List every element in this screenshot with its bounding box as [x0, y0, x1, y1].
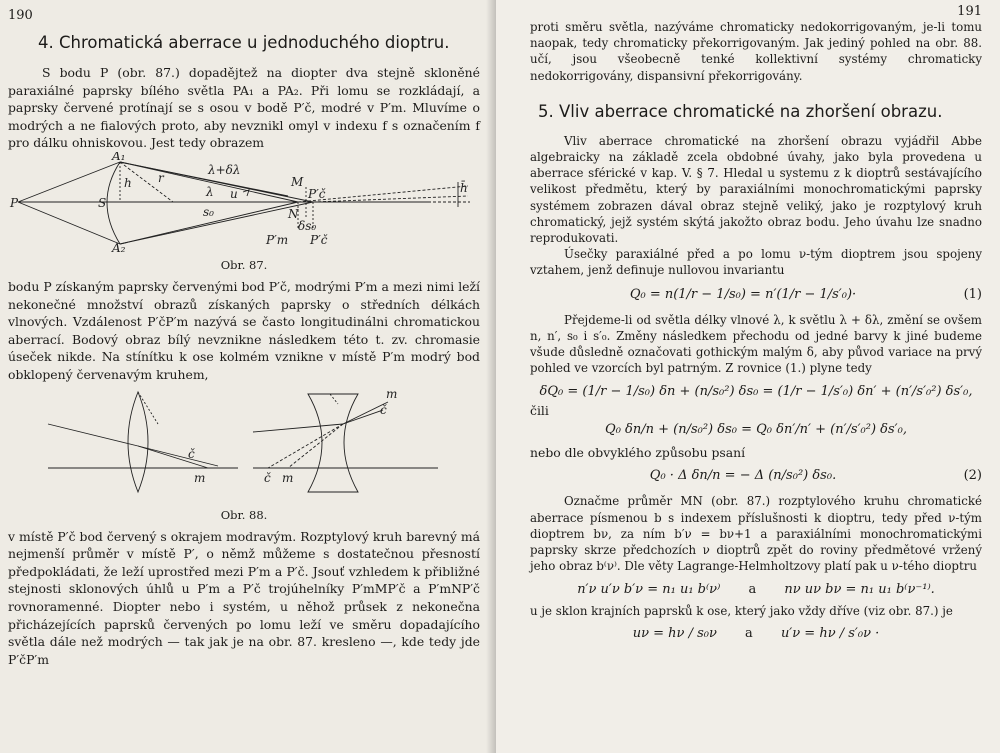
label-lambda: λ [206, 184, 214, 199]
equation-6b: u′ν = hν / s′₀ν · [780, 625, 880, 641]
paragraph: Označme průměr MN (obr. 87.) rozptylového kruhu chromatické aberrace písmenou b s indexem příslušnosti k dioptru, tedy před ν-tým dioptrem bν, za ním b′ν = bν+1 a paraxiálními monochromatickými paprsky skrze předchozích ν dioptrů zpět do roviny předmětové vržený jeho obraz b⁽ν⁾. Dle věty Lagrange-Helmholtzovy platí pak u ν-tého dioptru [530, 494, 982, 574]
equation-1-body: Q₀ = n(1/r − 1/s₀) = n′(1/r − 1/s′₀)· [629, 286, 857, 302]
section-heading-5: 5. Vliv aberrace chromatické na zhoršení obrazu. [538, 101, 943, 121]
equation-2 [530, 384, 982, 399]
label-ds0: δs₀ [298, 218, 317, 233]
figure-88 [8, 384, 480, 522]
paragraph: Vliv aberrace chromatické na zhoršení obrazu vyjádřil Abbe algebraicky na základě zcela obdobné úvahy, jako byla provedena u aberrace sférické v kap. V. § 7. Hledal u systemu z k dioptrů sestávajícího velikost předmětu, který by paraxiálními monochromatickými paprsky systémem zobrazen dával obraz stejně veliký, jako je rozptylový kruh chromatický, jejž systém skýtá jakožto obraz bodu. Jeho úvahu lze snadno reprodukovati. [530, 133, 982, 246]
equation-1-number: (1) [963, 286, 982, 302]
paragraph: bodu P získaným paprsky červenými bod P′č, modrými P′m a mezi nimi leží nekonečné množství obrazů získaných paprsky o středních délkách vlnových. Vzdálenost P′čP′m nazývá se často longitudinálni chromatickou aberrací. Bodový obraz bílý nevznikne následkem této t. zv. chromasie úseček nikde. Na stínítku k ose kolmém vznikne v místě P′m modrý bod obklopený červenavým kruhem, [8, 278, 480, 382]
label-m2: m [282, 470, 294, 485]
equation-1 [530, 287, 982, 302]
label-m-left: m [194, 470, 206, 485]
label-lambda-dlambda: λ+δλ [208, 162, 241, 177]
figure-87 [8, 152, 480, 272]
cili-label: čili [530, 403, 549, 419]
label-h: h [124, 175, 132, 190]
equation-4-body: Q₀ · Δ δn/n = − Δ (n/s₀²) δs₀. [649, 468, 837, 484]
label-u: u [230, 186, 238, 201]
label-r: r [158, 170, 164, 185]
equation-2-body: δQ₀ = (1/r − 1/s₀) δn + (n/s₀²) δs₀ = (1/r − 1/s′₀) δn′ + (n′/s′₀²) δs′₀, [539, 384, 973, 400]
paragraph: S bodu P (obr. 87.) dopadějtež na diopter dva stejně skloněné paraxiálné paprsky bílého světla PA₁ a PA₂. Při lomu se rozkládají, a paprsky červené protínají se s osou v bodě P′č, modré v P′m. Mluvíme o modrých a ne fialových proto, aby nevznikl omyl v indexu f s označením f pro dálku ohniskovou. Jest tedy obrazem [8, 65, 480, 151]
label-s0: s₀ [203, 204, 214, 219]
page-number-right: 191 [957, 4, 982, 19]
label-M: M [291, 174, 304, 189]
equation-5 [530, 582, 982, 597]
label-c-left: č [188, 446, 195, 461]
label-N: N [288, 206, 299, 221]
paragraph: proti směru světla, nazýváme chromaticky nedokorrigovaným, je-li tomu naopak, tedy chromaticky překorrigovaným. Jak jediný pohled na obr. 88. učí, jsou všeobecně tenké kollektivní systémy chromaticky nedokorrigovány, dispansivní překorrigovány. [530, 20, 982, 83]
paragraph: u je sklon krajních paprsků k ose, který jako vždy dříve (viz obr. 87.) je [530, 604, 953, 619]
equation-3 [530, 422, 982, 437]
label-hbar: h̄ [460, 180, 468, 195]
right-page [496, 0, 1000, 753]
label-Pc: P′č [310, 232, 328, 247]
label-S: S [98, 195, 107, 210]
equation-5a: n′ν u′ν b′ν = n₁ u₁ b⁽ν⁾ [577, 582, 721, 598]
label-Pm: P′m [266, 232, 289, 247]
nebo-label: nebo dle obvyklého způsobu psaní [530, 445, 746, 461]
page-number-left: 190 [8, 8, 33, 23]
equation-6 [530, 626, 982, 641]
equation-6a: uν = hν / s₀ν [632, 625, 717, 641]
label-c2: č [264, 470, 271, 485]
label-A2: A₂ [112, 240, 126, 252]
label-P: P [10, 195, 19, 210]
paragraph: v místě P′č bod červený s okrajem modravým. Rozptylový kruh barevný má nejmenší průměr v místě P′, o němž můžeme s dostatečnou přesností předpokládati, že leží uprostřed mezi P′m a P′č. Jsouť vzhledem k přibližné stejnosti sklonových úhlů u P′m a P′č trojúhelníky P′mMP′č a P′mNP′č rovnoramenné. Diopter nebo i systém, u něhož průsek z nekonečna přicházejících paprsků červených po lomu leží ve směru dopadajícího světla dále než modrých — tak jak je na obr. 87. kresleno —, kde tedy jde P′čP′m [8, 528, 480, 667]
label-m-right: m [386, 386, 398, 401]
section-heading-4: 4. Chromatická aberrace u jednoduchého dioptru. [38, 33, 450, 52]
equation-3-body: Q₀ δn/n + (n/s₀²) δs₀ = Q₀ δn′/n′ + (n′/s′₀²) δs′₀, [605, 422, 907, 438]
paragraph: Úsečky paraxiálné před a po lomu ν-tým dioptrem jsou spojeny vztahem, jenž definuje nullovou invariantu [530, 247, 982, 278]
equation-5-and: a [748, 582, 757, 598]
figure-88-caption: Obr. 88. [220, 507, 268, 522]
label-Pc-top: P′č [308, 186, 326, 201]
equation-4-number: (2) [963, 468, 982, 484]
figure-87-drawing [8, 152, 480, 252]
left-page [0, 0, 496, 753]
label-A1: A₁ [112, 151, 126, 163]
label-c-right: č [380, 402, 387, 417]
paragraph: Přejdeme-li od světla délky vlnové λ, k světlu λ + δλ, změní se ovšem n, n′, s₀ i s′₀. Změny následkem přechodu od jedné barvy k jiné budeme všude důsledně označovati gothickým malým δ, aby původ variace na prvý pohled ve vzorcích byl patrným. Z rovnice (1.) plyne tedy [530, 312, 982, 376]
equation-4 [530, 468, 982, 483]
figure-87-caption: Obr. 87. [220, 257, 268, 272]
figure-88-drawing [8, 384, 480, 502]
equation-5b: nν uν bν = n₁ u₁ b⁽ν⁻¹⁾. [784, 582, 935, 598]
equation-6-and: a [745, 625, 753, 641]
